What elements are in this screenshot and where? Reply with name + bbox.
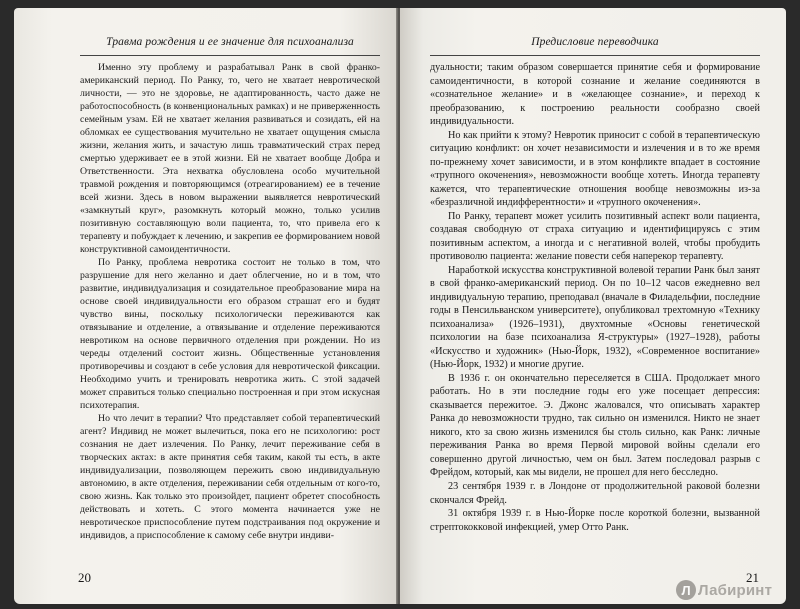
labirint-logo-icon: Л	[676, 580, 696, 600]
right-body-text	[430, 61, 760, 534]
left-paragraph-1: Именно эту проблему и разрабатывал Ранк в свой франко-американский период. По Ранку, то, чего не хватает невротической личности, — это не здоровье, не адаптированность, часто даже не работоспособность (в конвенциональных рамках) и не приверженность семейным узам. Ей не хватает желания развиваться и созидать, ей на обломках ее существования мучительно не хватает ощущения смысла жизни, желания жить, и зачастую лишь травматический страх перед смертью удерживает ее в этой жизни. Ей не хватает вообще Добра и Ответственности. Эта нехватка обусловлена особо мучительной травмой рождения и повторяющимся (отреагированием) ее в течение всей жизни. Здесь в новом выражении выявляется невротический «замкнутый круг», разомкнуть который можно, только усилив позитивную составляющую воли пациента, то, что привела его к терапевту и побуждает к лечению, и закрепив ее формированием новой конструктивной самоидентичности.	[80, 62, 380, 255]
right-page	[400, 8, 786, 604]
right-page-number: 21	[746, 570, 759, 585]
right-running-head: Предисловие переводчика	[531, 36, 659, 48]
right-paragraph-7: 31 октября 1939 г. в Нью-Йорке после короткой болезни, вызванной стрептококковой инфекцией, умер Отто Ранк.	[430, 508, 760, 533]
left-paragraph-2: По Ранку, проблема невротика состоит не только в том, что разрушение для него желанно и дает облегчение, но и в том, что развитие, индивидуализация и созидательное преобразование мира на основе своей индивидуальности его образом страшат его и будят чувство вины, поскольку психологически переживаются как отвязывание и отделение, а отвязывание и отделение переживаются невротиком на основе первичного отделения при рождении. Но из череды отделений состоит жизнь. Общественные установления противоречивы и создают в себе условия для невротической фиксации. Необходимо учить и тренировать невротика жить. С этой задачей может справиться только специально построенная и при этом искусная психотерапия.	[80, 257, 380, 411]
left-body-text	[80, 61, 380, 542]
watermark-text: Лабиринт	[698, 581, 773, 599]
right-paragraph-6: 23 сентября 1939 г. в Лондоне от продолжительной раковой болезни скончался Фрейд.	[430, 480, 760, 506]
right-header-rule	[430, 55, 760, 56]
left-page-number: 20	[78, 570, 91, 585]
left-running-head: Травма рождения и ее значение для психоанализа	[106, 36, 354, 48]
right-paragraph-4: Наработкой искусства конструктивной волевой терапии Ранк был занят в свой франко-американский период. Он по 10–12 часов ежедневно вел индивидуальную терапию, преподавал (вначале в Филадельфии, последние годы в Пенсильванском университете), опубликовал трехтомную «Технику психоанализа» (1926–1931), двухтомные «Основы генетической психологии на базе психоанализа Я-структуры» (1927–1928), работы «Искусство и художник» (Нью-Йорк, 1932), «Современное воспитание» (Нью-Йорк, 1932) и многие другие.	[430, 264, 760, 371]
left-paragraph-3: Но что лечит в терапии? Что представляет собой терапевтический агент? Индивид не может вылечиться, пока его не психологию: рост сознания не дает излечения. По Ранку, лечит переживание себя в творческих актах: в акте принятия себя таким, какой ты есть, в акте индивидуализации, позволяющем пережить свою индивидуальную автономию, в акте отделения, переживании себя отдельным от кого-то, свою жизнь. Как только это произойдет, пациент обретет способность действовать и хотеть. С этого момента начинается уже не невротическое приспособление путем подстраивания под окружение и индивидов, а приспособление к самому себе внутри индиви-	[80, 413, 380, 541]
right-paragraph-2: Но как прийти к этому? Невротик приносит с собой в терапевтическую ситуацию конфликт: он хочет независимости и излечения и в то же время по-прежнему хочет зависимости, и в этом конфликте впадает в состояние «трупного окоченения», невозможности вообще хотеть. Иногда терапевту кажется, что терапевтические отношения вообще невозможны из-за «безразличной индифферентности» и «трупного окоченения».	[430, 129, 760, 209]
left-header-rule	[80, 55, 380, 56]
right-paragraph-3: По Ранку, терапевт может усилить позитивный аспект воли пациента, создавая свободную от страха ситуацию и идентифицируясь с этим позитивным аспектом, а иногда и с негативной волей, чтобы пробудить противоволю пациента: желание повести себя наперекор терапевту.	[430, 210, 760, 263]
right-paragraph-1: дуальности; таким образом совершается принятие себя и формирование самоидентичности, в которой сознание и желание соединяются в «сознательное желание» и в «желающее сознание», и переход к преобразованию, к построению реальности сообразно своей индивидуальности.	[430, 62, 760, 128]
left-page	[14, 8, 398, 604]
watermark-logo	[676, 578, 786, 602]
right-paragraph-5: В 1936 г. он окончательно переселяется в США. Продолжает много работать. Но в эти последние годы его уже посещает депрессия: сказывается пережитое. Э. Джонс жаловался, что описывать характер Ранка до невозможности трудно, так сильно он изменился. Никто не знает никого, кто за свою жизнь изменился бы столь сильно, как Ранк: личные переживания Ранка во время Первой мировой войны сделали его совершенно другой личностью, чем он был. Затем последовал разрыв с Фрейдом, который, как мы видели, не прошел для него бесследно.	[430, 372, 760, 479]
